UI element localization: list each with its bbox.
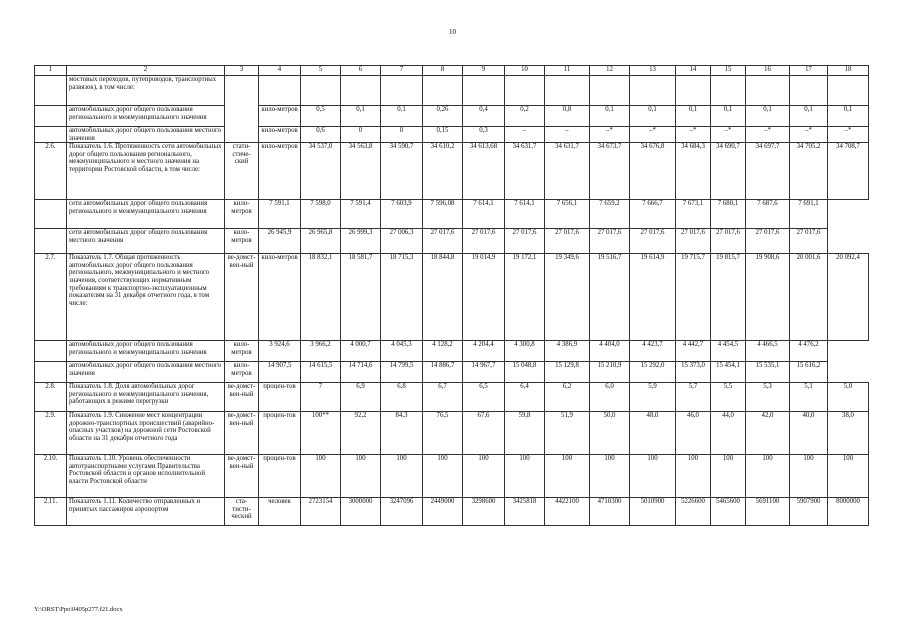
value-cell: 27 017,6 [711, 229, 746, 254]
value-cell: 8000000 [828, 498, 869, 526]
value-cell: 34 563,8 [341, 143, 381, 200]
value-cell: 14 714,6 [341, 362, 381, 383]
table-body [35, 76, 869, 526]
value-cell: 100 [746, 455, 790, 498]
table-row [35, 106, 869, 127]
value-cell: 5691100 [746, 498, 790, 526]
row-number [35, 362, 67, 383]
header-cell: 16 [746, 66, 790, 76]
value-cell: 100 [828, 455, 869, 498]
value-cell: 7 591,1 [259, 200, 301, 229]
header-cell: 3 [225, 66, 259, 76]
value-cell: 6,5 [463, 383, 505, 412]
value-cell: 100 [676, 455, 711, 498]
header-cell: 13 [630, 66, 676, 76]
header-cell: 14 [676, 66, 711, 76]
value-cell: 7 614,1 [505, 200, 545, 229]
value-cell: 6,2 [545, 383, 590, 412]
value-cell: 0,5 [301, 106, 341, 127]
value-cell: 19 815,7 [711, 254, 746, 341]
header-cell: 12 [590, 66, 630, 76]
unit: процен-тов [259, 412, 301, 455]
value-cell: 19 516,7 [590, 254, 630, 341]
value-cell: 27 017,6 [676, 229, 711, 254]
table-row [35, 455, 869, 498]
value-cell: 27 017,6 [590, 229, 630, 254]
value-cell: 18 581,7 [341, 254, 381, 341]
value-cell: 5,0 [828, 383, 869, 412]
value-cell: 4 300,8 [505, 341, 545, 362]
table-row [35, 341, 869, 362]
indicator-name: Показатель 1.8. Доля автомобильных дорог регионального и межмуниципального значения, работающих в режиме перегрузки [67, 383, 225, 412]
empty-cell [746, 76, 790, 106]
value-cell: 100 [590, 455, 630, 498]
value-cell: 6,4 [505, 383, 545, 412]
value-cell: 100 [381, 455, 423, 498]
value-cell: 5,3 [746, 383, 790, 412]
data-source: ве-домст-вен-ный [225, 455, 259, 498]
value-cell: 34 610,2 [423, 143, 463, 200]
table-row [35, 200, 869, 229]
indicator-name: автомобильных дорог общего пользования местного значения [67, 127, 225, 143]
data-source [225, 76, 259, 143]
value-cell: 19 715,7 [676, 254, 711, 341]
value-cell: 34 631,7 [545, 143, 590, 200]
empty-cell [381, 76, 423, 106]
value-cell: 27 017,6 [505, 229, 545, 254]
value-cell: 27 017,6 [630, 229, 676, 254]
value-cell: 15 292,0 [630, 362, 676, 383]
value-cell: 14 615,5 [301, 362, 341, 383]
value-cell: 4 045,3 [381, 341, 423, 362]
value-cell: –* [828, 127, 869, 143]
value-cell: 50,0 [590, 412, 630, 455]
value-cell: 0,1 [828, 106, 869, 127]
value-cell: 4 404,0 [590, 341, 630, 362]
unit: кило-метров [259, 106, 301, 127]
value-cell: 4 442,7 [676, 341, 711, 362]
value-cell: 14 799,5 [381, 362, 423, 383]
table-row [35, 76, 869, 106]
value-cell: 92,2 [341, 412, 381, 455]
value-cell: 0,2 [505, 106, 545, 127]
value-cell: 4 454,5 [711, 341, 746, 362]
value-cell: 14 886,7 [423, 362, 463, 383]
value-cell: 15 373,0 [676, 362, 711, 383]
unit: кило-метров [225, 341, 259, 362]
value-cell: 7 691,1 [790, 200, 828, 229]
table-row [35, 229, 869, 254]
value-cell: 0 [381, 127, 423, 143]
value-cell: –* [676, 127, 711, 143]
value-cell: 100 [505, 455, 545, 498]
row-number [35, 229, 67, 254]
value-cell: 100 [463, 455, 505, 498]
value-cell: 7 673,1 [676, 200, 711, 229]
value-cell: 0,15 [423, 127, 463, 143]
header-cell: 2 [67, 66, 225, 76]
value-cell: 7 591,4 [341, 200, 381, 229]
value-cell: –* [590, 127, 630, 143]
value-cell: 100 [711, 455, 746, 498]
header-cell: 5 [301, 66, 341, 76]
value-cell: 15 210,9 [590, 362, 630, 383]
value-cell: 84,3 [381, 412, 423, 455]
value-cell: 5,7 [676, 383, 711, 412]
value-cell: 4 128,2 [423, 341, 463, 362]
table-row [35, 498, 869, 526]
row-number [35, 200, 67, 229]
header-cell: 8 [423, 66, 463, 76]
value-cell: –* [746, 127, 790, 143]
data-source: ве-домст-вен-ный [225, 383, 259, 412]
value-cell: 26 965,8 [301, 229, 341, 254]
value-cell: 7 687,6 [746, 200, 790, 229]
row-number: 2.7. [35, 254, 67, 341]
value-cell: 15 616,2 [790, 362, 828, 383]
value-cell: 6,8 [381, 383, 423, 412]
value-cell: 34 673,7 [590, 143, 630, 200]
empty-cell [423, 76, 463, 106]
value-cell: 19 349,6 [545, 254, 590, 341]
data-source: ве-домст-вен-ный [225, 254, 259, 341]
row-number [35, 127, 67, 143]
value-cell: 0 [341, 127, 381, 143]
value-cell: 2449000 [423, 498, 463, 526]
value-cell: 0,26 [423, 106, 463, 127]
value-cell: 48,0 [630, 412, 676, 455]
value-cell: 26 999,3 [341, 229, 381, 254]
value-cell: 100 [790, 455, 828, 498]
value-cell: 34 705,2 [790, 143, 828, 200]
value-cell: 7 596,08 [423, 200, 463, 229]
value-cell: 76,5 [423, 412, 463, 455]
header-cell: 4 [259, 66, 301, 76]
row-number [35, 76, 67, 106]
header-cell: 9 [463, 66, 505, 76]
value-cell: –* [790, 127, 828, 143]
value-cell: 19 614,9 [630, 254, 676, 341]
value-cell: 100** [301, 412, 341, 455]
header-cell: 6 [341, 66, 381, 76]
unit: кило-метров [259, 254, 301, 341]
value-cell: 4710300 [590, 498, 630, 526]
indicator-table [34, 65, 869, 526]
value-cell: 15 129,8 [545, 362, 590, 383]
value-cell: 3 924,6 [259, 341, 301, 362]
value-cell: 27 006,3 [381, 229, 423, 254]
page-number: 10 [449, 28, 456, 36]
value-cell: 5,9 [630, 383, 676, 412]
value-cell: 34 537,0 [301, 143, 341, 200]
value-cell: 44,0 [711, 412, 746, 455]
file-path-footer: Y:\ORST\Ppo\0405p277.f21.docx [34, 606, 123, 613]
value-cell: –* [711, 127, 746, 143]
table-row [35, 362, 869, 383]
indicator-name: мостовых переходов, путепроводов, транспортных развязок), в том числе: [67, 76, 225, 106]
header-cell: 11 [545, 66, 590, 76]
header-cell: 10 [505, 66, 545, 76]
value-cell: 34 708,7 [828, 143, 869, 200]
value-cell: 4 476,2 [790, 341, 828, 362]
value-cell: 7 603,9 [381, 200, 423, 229]
value-cell: 27 017,6 [746, 229, 790, 254]
value-cell: 0,6 [301, 127, 341, 143]
value-cell: 100 [301, 455, 341, 498]
indicator-name: автомобильных дорог общего пользования регионального и межмуниципального значения [67, 341, 225, 362]
value-cell: 15 048,8 [505, 362, 545, 383]
value-cell: 18 844,8 [423, 254, 463, 341]
value-cell: 7 659,2 [590, 200, 630, 229]
value-cell: 19 172,1 [505, 254, 545, 341]
value-cell: 100 [630, 455, 676, 498]
value-cell: 5465600 [711, 498, 746, 526]
value-cell: 0,1 [676, 106, 711, 127]
value-cell: 27 017,6 [790, 229, 828, 254]
empty-cell [676, 76, 711, 106]
value-cell: 26 945,9 [259, 229, 301, 254]
value-cell: 4 466,5 [746, 341, 790, 362]
value-cell: 0,1 [341, 106, 381, 127]
value-cell: –* [630, 127, 676, 143]
row-number: 2.11. [35, 498, 67, 526]
value-cell: – [505, 127, 545, 143]
indicator-name: Показатель 1.11. Количество отправленных и принятых пассажиров аэропортом [67, 498, 225, 526]
header-row [35, 66, 869, 76]
value-cell: 20 001,6 [790, 254, 828, 341]
value-cell: 14 967,7 [463, 362, 505, 383]
indicator-name: Показатель 1.6. Протяженность сети автомобильных дорог общего пользования регионального, межмуниципального и местного значения на территории Ростовской области, в том числе: [67, 143, 225, 200]
value-cell: 4422100 [545, 498, 590, 526]
header-cell: 15 [711, 66, 746, 76]
row-number [35, 341, 67, 362]
value-cell: 0,1 [590, 106, 630, 127]
value-cell: 4 204,4 [463, 341, 505, 362]
empty-cell [590, 76, 630, 106]
value-cell: 5226600 [676, 498, 711, 526]
value-cell: 42,0 [746, 412, 790, 455]
value-cell: 0,1 [630, 106, 676, 127]
value-cell: – [545, 127, 590, 143]
value-cell: 67,6 [463, 412, 505, 455]
indicator-name: Показатель 1.9. Снижение мест концентрации дорожно-транспортных происшествий (аварийно-опасных участков) на дорожной сети Ростовской области на 31 декабря отчетного года [67, 412, 225, 455]
value-cell: 34 697,7 [746, 143, 790, 200]
value-cell: 20 092,4 [828, 254, 869, 341]
indicator-name: сети автомобильных дорог общего пользования регионального и межмуниципального значения [67, 200, 225, 229]
value-cell: 51,9 [545, 412, 590, 455]
table-row [35, 143, 869, 200]
value-cell: 34 613,68 [463, 143, 505, 200]
value-cell: 0,1 [790, 106, 828, 127]
value-cell: 7 666,7 [630, 200, 676, 229]
unit: процен-тов [259, 455, 301, 498]
value-cell: 100 [423, 455, 463, 498]
value-cell: 4 386,9 [545, 341, 590, 362]
value-cell: 7 614,1 [463, 200, 505, 229]
row-number: 2.9. [35, 412, 67, 455]
value-cell: 15 535,1 [746, 362, 790, 383]
value-cell: 2723154 [301, 498, 341, 526]
unit: кило-метров [259, 143, 301, 200]
value-cell: 0,1 [746, 106, 790, 127]
value-cell: 0,8 [545, 106, 590, 127]
value-cell: 3000000 [341, 498, 381, 526]
value-cell: 34 676,8 [630, 143, 676, 200]
table-row [35, 127, 869, 143]
value-cell: 3247096 [381, 498, 423, 526]
empty-cell [711, 76, 746, 106]
row-number: 2.10. [35, 455, 67, 498]
value-cell: 34 631,7 [505, 143, 545, 200]
value-cell: 18 715,3 [381, 254, 423, 341]
header-cell: 7 [381, 66, 423, 76]
value-cell: 14 907,5 [259, 362, 301, 383]
empty-cell [790, 76, 828, 106]
value-cell: 27 017,6 [423, 229, 463, 254]
value-cell: 0,4 [463, 106, 505, 127]
empty-cell [341, 76, 381, 106]
value-cell: 0,3 [463, 127, 505, 143]
value-cell: 5,5 [711, 383, 746, 412]
value-cell: 40,0 [790, 412, 828, 455]
value-cell: 3425818 [505, 498, 545, 526]
row-number: 2.8. [35, 383, 67, 412]
value-cell: 34 590,7 [381, 143, 423, 200]
value-cell: 34 690,7 [711, 143, 746, 200]
value-cell: 3 966,2 [301, 341, 341, 362]
value-cell: 5,1 [790, 383, 828, 412]
unit: человек [259, 498, 301, 526]
value-cell: 7 598,0 [301, 200, 341, 229]
value-cell: 7 [301, 383, 341, 412]
data-source: ста-тисти-ческий [225, 498, 259, 526]
indicator-name: автомобильных дорог общего пользования регионального и межмуниципального значения [67, 106, 225, 127]
value-cell: 19 908,6 [746, 254, 790, 341]
value-cell: 4 000,7 [341, 341, 381, 362]
empty-cell [259, 76, 301, 106]
row-number [35, 106, 67, 127]
value-cell: 0,1 [381, 106, 423, 127]
value-cell: 4 423,7 [630, 341, 676, 362]
unit: кило-метров [225, 229, 259, 254]
value-cell: 100 [545, 455, 590, 498]
value-cell: 5010900 [630, 498, 676, 526]
unit: кило-метров [259, 127, 301, 143]
value-cell: 27 017,6 [545, 229, 590, 254]
empty-cell [463, 76, 505, 106]
indicator-name: Показатель 1.7. Общая протяженность автомобильных дорог общего пользования регионального, межмуниципального и местного значения, соответствующих нормативным требованиям к транспортно-эксплуатационным показателям на 31 декабря отчетного года, в том числе: [67, 254, 225, 341]
unit: кило-метров [225, 362, 259, 383]
header-cell: 18 [828, 66, 869, 76]
value-cell: 15 454,1 [711, 362, 746, 383]
value-cell: 0,1 [711, 106, 746, 127]
data-source: стати-стиче-ский [225, 143, 259, 200]
value-cell: 7 680,1 [711, 200, 746, 229]
table-row [35, 254, 869, 341]
header-cell: 1 [35, 66, 67, 76]
empty-cell [301, 76, 341, 106]
data-source: ве-домст-вен-ный [225, 412, 259, 455]
value-cell: 6,9 [341, 383, 381, 412]
value-cell: 38,0 [828, 412, 869, 455]
indicator-name: сети автомобильных дорог общего пользования местного значения [67, 229, 225, 254]
value-cell: 5907900 [790, 498, 828, 526]
value-cell: 6,0 [590, 383, 630, 412]
value-cell: 59,8 [505, 412, 545, 455]
table-row [35, 412, 869, 455]
unit: процен-тов [259, 383, 301, 412]
value-cell: 3298600 [463, 498, 505, 526]
value-cell: 34 684,3 [676, 143, 711, 200]
value-cell: 19 014,9 [463, 254, 505, 341]
unit: кило-метров [225, 200, 259, 229]
empty-cell [630, 76, 676, 106]
row-number: 2.6. [35, 143, 67, 200]
indicator-name: Показатель 1.10. Уровень обеспеченности автотранспортными услугами Правительства Ростовской области и органов исполнительной власти Ростовской области [67, 455, 225, 498]
table-row [35, 383, 869, 412]
value-cell: 7 656,1 [545, 200, 590, 229]
empty-cell [828, 76, 869, 106]
header-cell: 17 [790, 66, 828, 76]
value-cell: 18 832,1 [301, 254, 341, 341]
value-cell: 46,0 [676, 412, 711, 455]
empty-cell [505, 76, 545, 106]
value-cell: 100 [341, 455, 381, 498]
value-cell: 6,7 [423, 383, 463, 412]
value-cell: 27 017,6 [463, 229, 505, 254]
indicator-name: автомобильных дорог общего пользования местного значения [67, 362, 225, 383]
empty-cell [545, 76, 590, 106]
